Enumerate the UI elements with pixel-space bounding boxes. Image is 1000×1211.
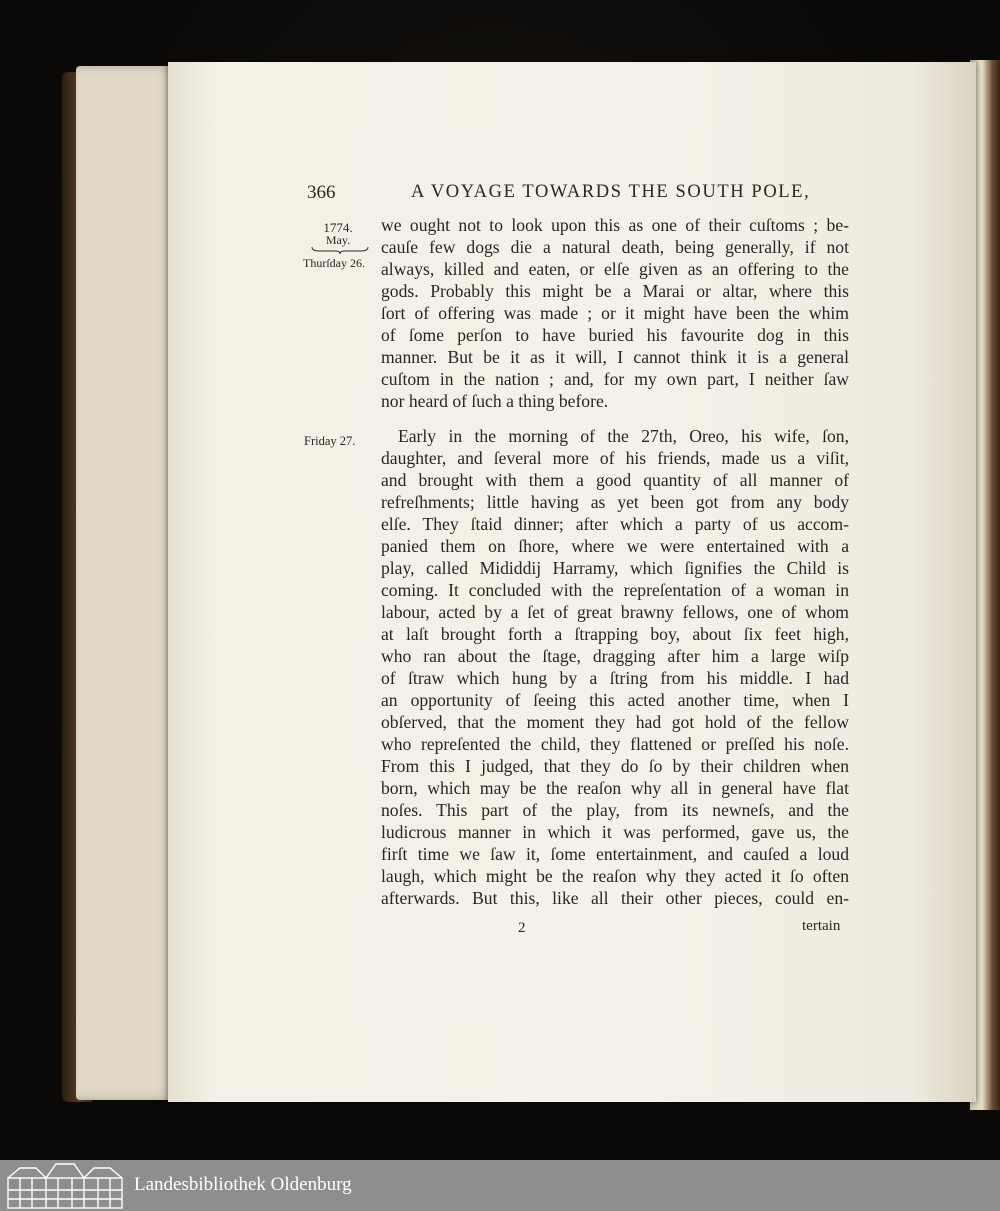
text-line: we ought not to look upon this as one of their cuſtoms ; be- [381, 215, 849, 235]
text-line: cuſtom in the nation ; and, for my own part, I neither ſaw [381, 369, 849, 389]
text-line: at laſt brought forth a ſtrapping boy, about ſix feet high, [381, 624, 849, 644]
margin-date-thursday: Thurſday 26. [303, 256, 365, 270]
text-line: firſt time we ſaw it, ſome entertainment, and cauſed a loud [381, 844, 849, 864]
footer-bar [0, 1160, 1000, 1211]
paragraph-1 [381, 214, 849, 412]
body-text [381, 214, 849, 909]
text-line: play, called Mididdij Harramy, which ſignifies the Child is [381, 558, 849, 578]
signature-mark: 2 [518, 920, 526, 936]
text-line: daughter, and ſeveral more of his friends, made us a viſit, [381, 448, 849, 468]
text-line: From this I judged, that they do ſo by their children when [381, 756, 849, 776]
text-line: labour, acted by a ſet of great brawny fellows, one of whom [381, 602, 849, 622]
text-line: panied them on ſhore, where we were entertained with a [381, 536, 849, 556]
margin-year: 1774. [323, 220, 353, 235]
library-name: Landesbibliothek Oldenburg [134, 1174, 352, 1195]
text-line: laugh, which might be the reaſon why they acted it ſo often [381, 866, 849, 886]
text-line: gods. Probably this might be a Marai or altar, where this [381, 281, 849, 301]
page-edges [76, 66, 174, 1100]
text-line: elſe. They ſtaid dinner; after which a party of us accom- [381, 514, 849, 534]
paragraph-2 [381, 425, 849, 909]
text-line: of ſome perſon to have buried his favourite dog in this [381, 325, 849, 345]
text-line: of ſtraw which hung by a ſtring from his middle. I had [381, 668, 849, 688]
text-line: who ran about the ſtage, dragging after him a large wiſp [381, 646, 849, 666]
catchword: tertain [802, 918, 841, 934]
text-line: Early in the morning of the 27th, Oreo, his wife, ſon, [398, 426, 849, 446]
text-line: obſerved, that the moment they had got hold of the fellow [381, 712, 849, 732]
text-line: afterwards. But this, like all their other pieces, could en- [381, 888, 849, 908]
text-line: nor heard of ſuch a thing before. [381, 391, 609, 411]
text-line: an opportunity of ſeeing this acted another time, when I [381, 690, 849, 710]
margin-month: May. [325, 233, 351, 247]
text-line: ludicrous manner in which it was performed, gave us, the [381, 822, 849, 842]
text-line: cauſe few dogs die a natural death, being generally, if not [381, 237, 849, 257]
text-line: always, killed and eaten, or elſe given as an offering to the [381, 259, 849, 279]
text-line: noſes. This part of the play, from its newneſs, and the [381, 800, 849, 820]
text-line: who repreſented the child, they flattened or preſſed his noſe. [381, 734, 849, 754]
paragraph-gap [381, 412, 849, 425]
text-line: ſort of offering was made ; or it might have been the whim [381, 303, 849, 323]
running-title: A VOYAGE TOWARDS THE SOUTH POLE, [411, 182, 811, 202]
text-line: manner. But be it as it will, I cannot think it is a general [381, 347, 849, 367]
text-line: and brought with them a good quantity of all manner of [381, 470, 849, 490]
text-line: born, which may be the reaſon why all in general have flat [381, 778, 849, 798]
library-building-icon [6, 1162, 124, 1210]
margin-brace [311, 246, 369, 254]
text-line: coming. It concluded with the repreſentation of a woman in [381, 580, 849, 600]
text-line: refreſhments; little having as yet been got from any body [381, 492, 849, 512]
margin-date-friday: Friday 27. [304, 434, 356, 448]
running-head [307, 180, 852, 210]
page-number: 366 [307, 182, 336, 203]
